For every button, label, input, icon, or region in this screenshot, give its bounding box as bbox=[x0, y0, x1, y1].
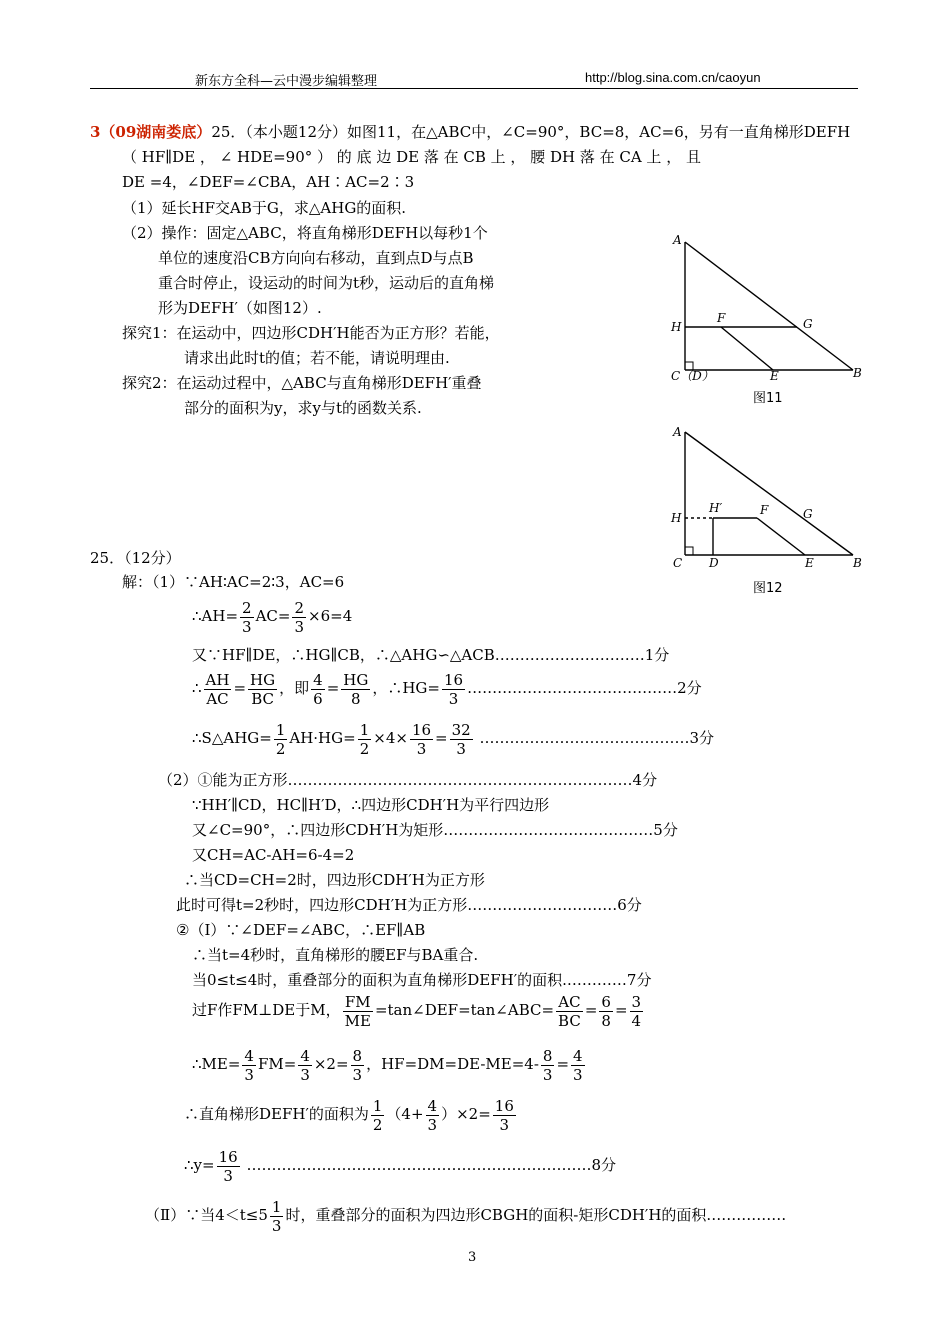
fig12-label-E: E bbox=[805, 556, 814, 570]
sol-step-17: ∴直角梯形DEFH′的面积为 $\frac{1}{2}$ （4+ $\frac{4}{3}$ ）×2= $\frac{16}{3}$ bbox=[184, 1096, 514, 1134]
fig11-label-A: A bbox=[673, 233, 682, 247]
question-1: （1）延长HF交AB于G，求△AHG的面积. bbox=[122, 199, 407, 217]
sol-step-14: 当0≤t≤4时，重叠部分的面积为直角梯形DEFH′的面积.…………7分 bbox=[192, 971, 652, 989]
problem-line-3: DE =4，∠DEF=∠CBA，AH∶AC=2∶3 bbox=[122, 173, 415, 191]
sol-step-7: ∵HH′∥CD，HC∥H′D，∴四边形CDH′H为平行四边形 bbox=[192, 796, 550, 814]
fig12-label-G: G bbox=[803, 507, 813, 521]
fig12-label-H: H bbox=[671, 511, 682, 525]
sol-step-10: ∴当CD=CH=2时，四边形CDH′H为正方形 bbox=[184, 871, 485, 889]
fig12-label-A: A bbox=[673, 425, 682, 439]
explore-1b: 请求出此时t的值；若不能，请说明理由. bbox=[184, 349, 450, 367]
solution-title: 25．（12分） bbox=[90, 549, 181, 567]
question-2d: 形为DEFH′（如图12）. bbox=[158, 299, 322, 317]
sol-step-1: 解：（1）∵AH∶AC=2∶3，AC=6 bbox=[122, 573, 345, 591]
explore-1a: 探究1：在运动中，四边形CDH′H能否为正方形？若能， bbox=[122, 324, 500, 342]
sol-step-4: ∴ $\frac{AH}{AC}$ = $\frac{HG}{BC}$ ，即 $\frac{4}{6}$ = $\frac{HG}{8}$ ，∴HG= $\frac{16}{3}$ ……………………………………2分 bbox=[192, 670, 702, 708]
fig12-caption: 图12 bbox=[753, 581, 783, 596]
sol-step-5: ∴S△AHG= $\frac{1}{2}$ AH·HG= $\frac{1}{2}$ ×4× $\frac{16}{3}$ = $\frac{32}{3}$ ……………………………………3分 bbox=[192, 720, 715, 758]
page-number: 3 bbox=[468, 1250, 477, 1265]
problem-line-2: （ HF∥DE ， ∠ HDE=90° ） 的 底 边 DE 落 在 CB 上 ， 腰 DH 落 在 CA 上 ， 且 bbox=[122, 148, 701, 166]
fig11-label-C: C（D） bbox=[671, 369, 714, 383]
question-2c: 重合时停止，设运动的时间为t秒，运动后的直角梯 bbox=[158, 274, 495, 292]
explore-2b: 部分的面积为y，求y与t的函数关系. bbox=[184, 399, 422, 417]
problem-text-1: 25．（本小题12分）如图11，在△ABC中，∠C=90°，BC=8，AC=6，另有一直角梯形DEFH bbox=[211, 123, 851, 141]
fig12-label-C: C bbox=[673, 556, 683, 570]
fig11-label-F: F bbox=[717, 311, 726, 325]
question-2a: （2）操作：固定△ABC，将直角梯形DEFH以每秒1个 bbox=[122, 224, 488, 242]
figure-11 bbox=[665, 230, 875, 415]
fig12-label-Hprime: H′ bbox=[709, 501, 723, 515]
sol-step-2: ∴AH= $\frac{2}{3}$ AC= $\frac{2}{3}$ ×6=4 bbox=[192, 598, 353, 636]
sol-step-13: ∴当t=4秒时，直角梯形的腰EF与BA重合. bbox=[192, 946, 479, 964]
fig12-label-D: D bbox=[709, 556, 719, 570]
question-2b: 单位的速度沿CB方向向右移动，直到点D与点B bbox=[158, 249, 474, 267]
problem-line-1 bbox=[90, 122, 850, 142]
explore-2a: 探究2：在运动过程中，△ABC与直角梯形DEFH′重叠 bbox=[122, 374, 482, 392]
sol-step-12: ②（Ⅰ）∵∠DEF=∠ABC，∴EF∥AB bbox=[176, 921, 426, 939]
problem-tag: 3（09湖南娄底） bbox=[90, 123, 212, 141]
fig11-label-H: H bbox=[671, 320, 682, 334]
header-left: 新东方全科—云中漫步编辑整理 bbox=[195, 74, 378, 89]
sol-step-18: ∴y= $\frac{16}{3}$ ……………………………………………………………8分 bbox=[184, 1147, 617, 1185]
sol-step-9: 又CH=AC-AH=6-4=2 bbox=[192, 846, 355, 864]
fig11-caption: 图11 bbox=[753, 391, 783, 406]
fig11-label-B: B bbox=[853, 366, 862, 380]
sol-step-6: （2）①能为正方形……………………………………………………………4分 bbox=[158, 771, 658, 789]
fig12-label-F: F bbox=[760, 503, 769, 517]
sol-step-16: ∴ME= $\frac{4}{3}$ FM= $\frac{4}{3}$ ×2= $\frac{8}{3}$ ，HF=DM=DE-ME=4- $\frac{8}{3}$ = $\frac{4}{3}$ bbox=[192, 1046, 583, 1084]
figure-12 bbox=[665, 420, 875, 600]
fig11-label-E: E bbox=[770, 369, 779, 383]
fig12-label-B: B bbox=[853, 556, 862, 570]
sol-step-8: 又∠C=90°，∴四边形CDH′H为矩形……………………………………5分 bbox=[192, 821, 678, 839]
sol-step-19: （Ⅱ）∵当4＜t≤5 $\frac{1}{3}$ 时，重叠部分的面积为四边形CBGH的面积-矩形CDH′H的面积.…………… bbox=[145, 1197, 787, 1235]
sol-step-15: 过F作FM⊥DE于M， $\frac{FM}{ME}$ =tan∠DEF=tan∠ABC= $\frac{AC}{BC}$ = $\frac{6}{8}$ = $\frac{3}{4}$ bbox=[192, 992, 642, 1030]
fig11-label-G: G bbox=[803, 317, 813, 331]
header-url: http://blog.sina.com.cn/caoyun bbox=[585, 70, 761, 85]
sol-step-11: 此时可得t=2秒时，四边形CDH′H为正方形…………………………6分 bbox=[176, 896, 642, 914]
header-rule bbox=[90, 88, 858, 89]
sol-step-3: 又∵HF∥DE，∴HG∥CB，∴△AHG∽△ACB…………………………1分 bbox=[192, 646, 670, 664]
